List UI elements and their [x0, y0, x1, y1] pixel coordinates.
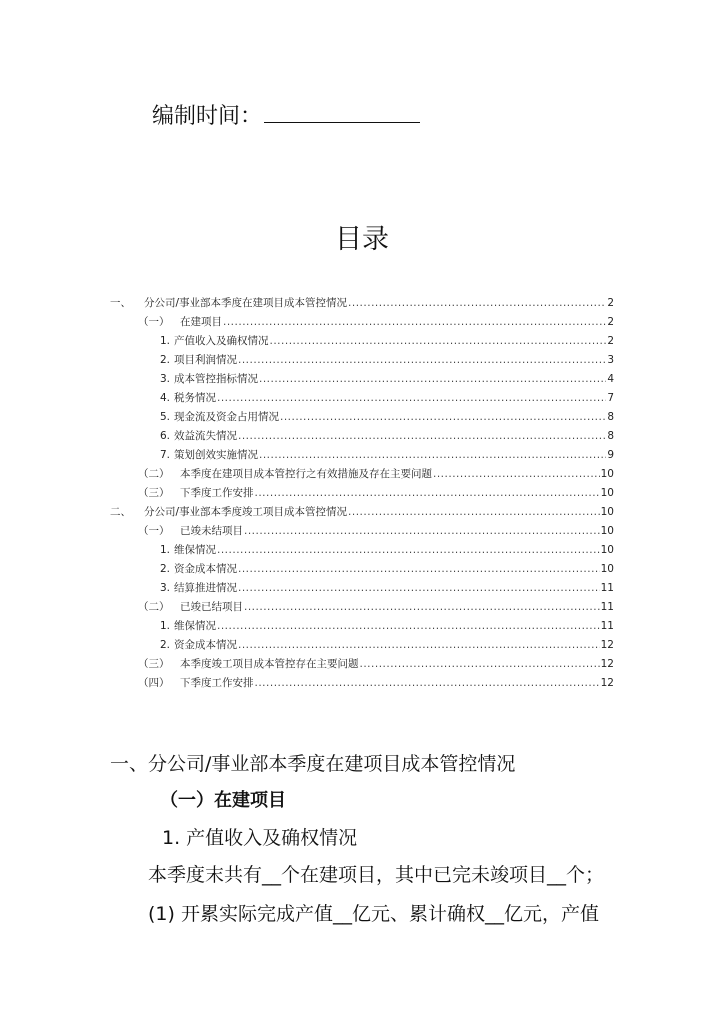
- toc-entry-number: 2.: [160, 563, 171, 575]
- toc-entry-text: 分公司/事业部本季度在建项目成本管控情况: [144, 297, 348, 309]
- toc-entry[interactable]: [160, 367, 614, 386]
- toc-entry-text: 在建项目: [180, 316, 222, 328]
- toc-entry-number: （三）: [138, 658, 170, 670]
- toc-entry-text: 已竣已结项目: [180, 601, 243, 613]
- toc-entry[interactable]: [160, 557, 614, 576]
- toc-entry-number: 5.: [160, 411, 171, 423]
- toc-entry[interactable]: [138, 481, 614, 500]
- toc-entry-page: 10: [600, 544, 614, 556]
- toc-entry-number: 1.: [160, 620, 171, 632]
- toc-entry-number: 6.: [160, 430, 171, 442]
- toc-entry[interactable]: [160, 424, 614, 443]
- toc-entry[interactable]: [160, 614, 614, 633]
- toc-entry-text: 项目利润情况: [174, 354, 237, 366]
- toc-entry-number: 1.: [160, 544, 171, 556]
- toc-entry[interactable]: [160, 576, 614, 595]
- toc-entry-text: 维保情况: [174, 544, 216, 556]
- toc-entry-page: 2: [607, 297, 614, 309]
- toc-entry[interactable]: [138, 462, 614, 481]
- toc-entry-page: 12: [600, 658, 614, 670]
- toc-leader-dots: [217, 543, 600, 557]
- toc-entry[interactable]: [138, 671, 614, 690]
- toc-entry-number: 二、: [110, 506, 131, 518]
- toc-entry[interactable]: [160, 538, 614, 557]
- toc-entry-number: （四）: [138, 677, 170, 689]
- toc-entry[interactable]: [110, 500, 614, 519]
- toc-leader-dots: [238, 638, 600, 652]
- toc-entry-page: 12: [600, 639, 614, 651]
- toc-entry[interactable]: [160, 329, 614, 348]
- toc-entry-page: 11: [600, 620, 614, 632]
- toc-entry-text: 本季度在建项目成本管控行之有效措施及存在主要问题: [180, 468, 432, 480]
- toc-entry-number: 3.: [160, 582, 171, 594]
- toc-entry-number: （三）: [138, 487, 170, 499]
- toc-entry-number: （一）: [138, 316, 170, 328]
- toc-entry-page: 7: [607, 392, 614, 404]
- toc-entry-page: 4: [607, 373, 614, 385]
- toc-entry[interactable]: [160, 348, 614, 367]
- toc-leader-dots: [348, 505, 600, 519]
- toc-entry-text: 成本管控指标情况: [174, 373, 258, 385]
- toc-leader-dots: [433, 467, 600, 481]
- toc-entry-page: 8: [607, 411, 614, 423]
- toc-entry-text: 下季度工作安排: [180, 487, 254, 499]
- toc-entry-text: 资金成本情况: [174, 639, 237, 651]
- toc-entry-page: 10: [600, 525, 614, 537]
- toc-entry-page: 12: [600, 677, 614, 689]
- toc-entry-page: 3: [607, 354, 614, 366]
- toc-leader-dots: [223, 315, 606, 329]
- toc-entry-text: 维保情况: [174, 620, 216, 632]
- toc-entry-text: 现金流及资金占用情况: [174, 411, 279, 423]
- toc-entry[interactable]: [138, 310, 614, 329]
- toc-entry[interactable]: [160, 443, 614, 462]
- toc-leader-dots: [255, 676, 600, 690]
- toc-entry[interactable]: [160, 386, 614, 405]
- toc-entry-page: 8: [607, 430, 614, 442]
- toc-leader-dots: [280, 410, 606, 424]
- toc-entry-page: 11: [600, 601, 614, 613]
- toc-entry[interactable]: [138, 652, 614, 671]
- toc-leader-dots: [238, 581, 600, 595]
- toc-entry-number: 2.: [160, 354, 171, 366]
- toc-leader-dots: [255, 486, 600, 500]
- toc-entry[interactable]: [110, 291, 614, 310]
- toc-leader-dots: [270, 334, 607, 348]
- section-heading-1: 一、分公司/事业部本季度在建项目成本管控情况: [110, 753, 516, 775]
- toc-entry[interactable]: [138, 595, 614, 614]
- toc-leader-dots: [259, 448, 606, 462]
- toc-entry-page: 10: [600, 468, 614, 480]
- toc-entry-number: 2.: [160, 639, 171, 651]
- toc-leader-dots: [217, 391, 606, 405]
- toc-entry-text: 策划创效实施情况: [174, 449, 258, 461]
- toc-leader-dots: [238, 429, 606, 443]
- toc-entry-text: 税务情况: [174, 392, 216, 404]
- toc-entry-page: 2: [607, 316, 614, 328]
- toc-entry-text: 分公司/事业部本季度竣工项目成本管控情况: [144, 506, 348, 518]
- toc-leader-dots: [259, 372, 606, 386]
- toc-entry-page: 2: [607, 335, 614, 347]
- toc-entry-text: 本季度竣工项目成本管控存在主要问题: [180, 658, 359, 670]
- edit-time-blank: [264, 102, 420, 123]
- toc-entry[interactable]: [138, 519, 614, 538]
- toc-entry-text: 下季度工作安排: [180, 677, 254, 689]
- body-paragraph: (1) 开累实际完成产值__亿元、累计确权__亿元，产值: [148, 903, 599, 925]
- toc-entry-text: 已竣未结项目: [180, 525, 243, 537]
- edit-time-line: [152, 102, 420, 132]
- section-heading-2: （一）在建项目: [160, 790, 286, 811]
- toc-entry-number: 7.: [160, 449, 171, 461]
- toc-entry-page: 10: [600, 506, 614, 518]
- toc-entry-text: 效益流失情况: [174, 430, 237, 442]
- toc-leader-dots: [348, 296, 606, 310]
- section-heading-3: 1. 产值收入及确权情况: [162, 827, 358, 849]
- toc-title: 目录: [335, 224, 389, 255]
- toc-entry-number: 一、: [110, 297, 131, 309]
- toc-entry-number: （二）: [138, 601, 170, 613]
- toc-entry-number: （一）: [138, 525, 170, 537]
- toc-entry-page: 10: [600, 563, 614, 575]
- toc-entry[interactable]: [160, 633, 614, 652]
- toc-entry-number: 1.: [160, 335, 171, 347]
- toc-entry-text: 结算推进情况: [174, 582, 237, 594]
- toc-entry-text: 资金成本情况: [174, 563, 237, 575]
- toc-entry-page: 11: [600, 582, 614, 594]
- toc-entry-number: 3.: [160, 373, 171, 385]
- toc-leader-dots: [360, 657, 600, 671]
- toc-entry-page: 10: [600, 487, 614, 499]
- toc-leader-dots: [238, 353, 606, 367]
- toc-leader-dots: [217, 619, 600, 633]
- body-paragraph: 本季度末共有__个在建项目，其中已完未竣项目__个；: [148, 864, 605, 886]
- toc-entry-text: 产值收入及确权情况: [174, 335, 269, 347]
- toc-leader-dots: [244, 600, 600, 614]
- edit-time-label: 编制时间：: [152, 104, 263, 129]
- toc-entry[interactable]: [160, 405, 614, 424]
- toc-leader-dots: [244, 524, 600, 538]
- toc-entry-page: 9: [607, 449, 614, 461]
- toc-leader-dots: [238, 562, 600, 576]
- toc-entry-number: 4.: [160, 392, 171, 404]
- toc-entry-number: （二）: [138, 468, 170, 480]
